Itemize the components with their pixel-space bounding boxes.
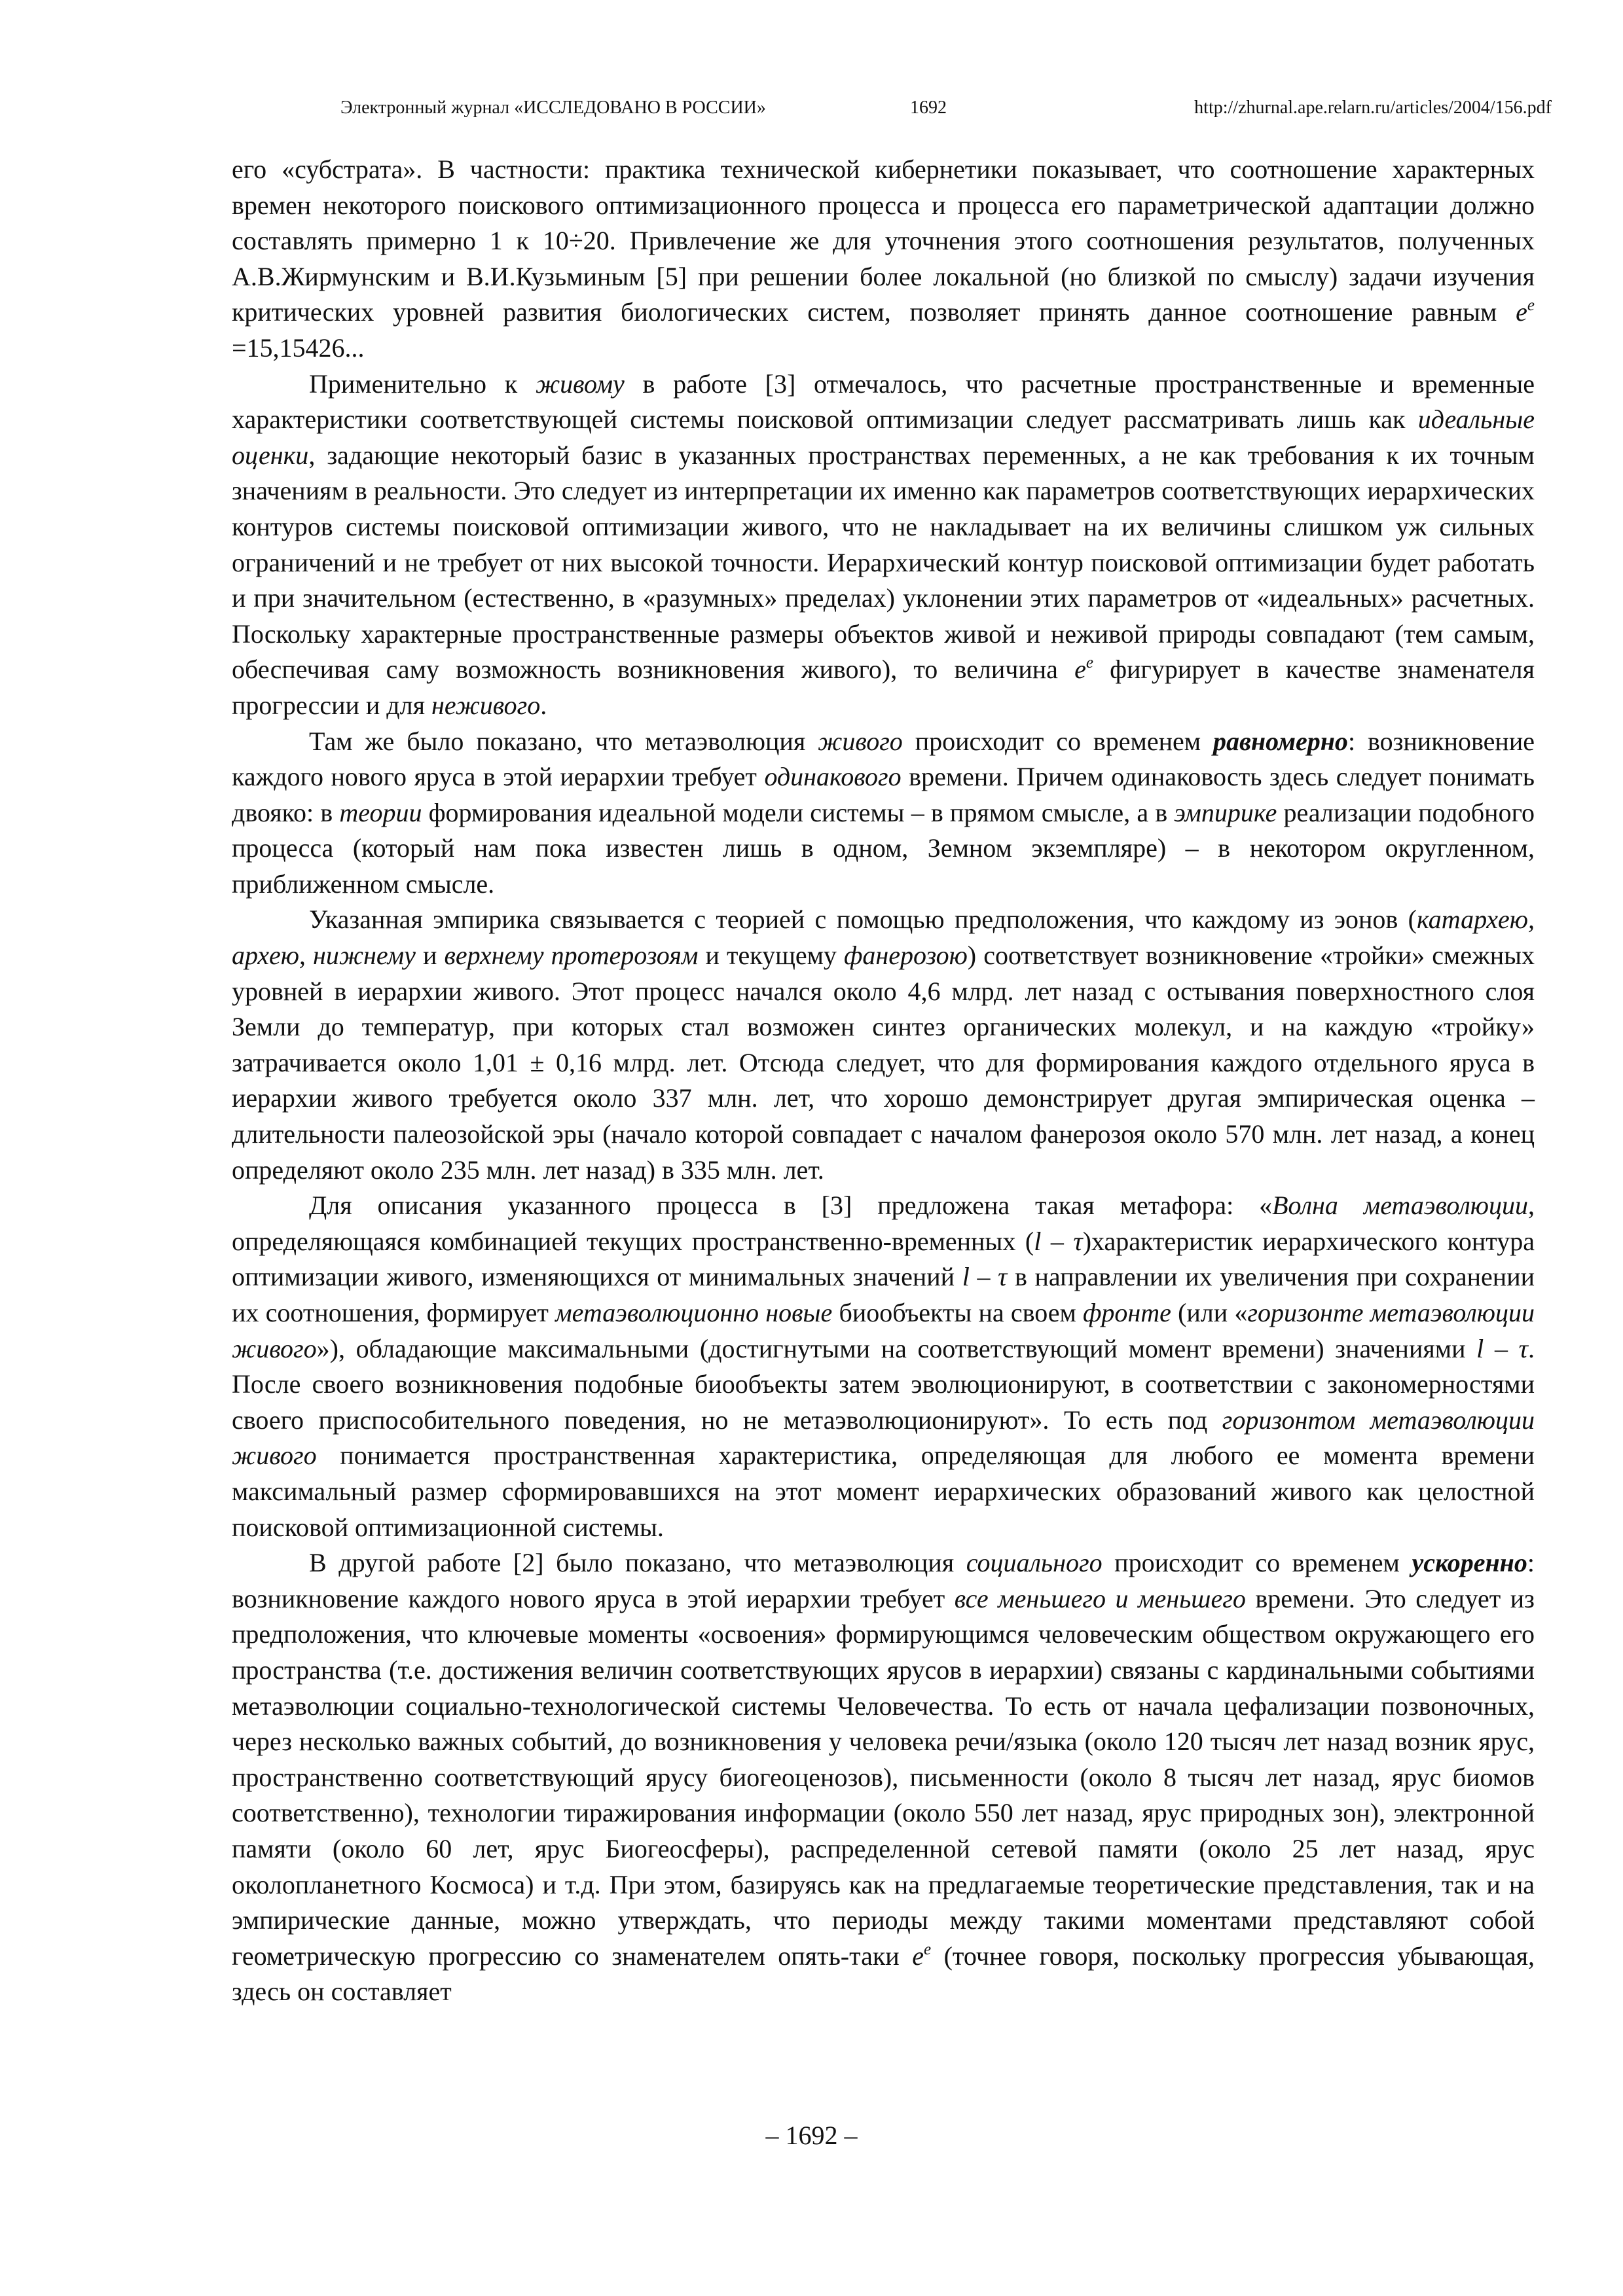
text-run: происходит со временем [902,726,1214,756]
italic-term: фанерозою [844,941,968,971]
bold-italic-term: ускоренно [1412,1548,1527,1578]
text-run: понимается пространственная характеристика, определяющая для любого ее момента времени максимальный размер сформировавшихся на этот момент иерархических образований живого как целостной поисковой оптимизационной системы. [232,1441,1535,1542]
text-run: )характеристик иерархического контура оптимизации живого, изменяющихся от минимальных значений [232,1226,1535,1292]
italic-term: горизонте метаэволюции живого [232,1298,1535,1363]
italic-term: живому [535,368,625,399]
math-symbol: l – τ [962,1262,1008,1292]
italic-term: горизонтом метаэволюции живого [232,1405,1535,1471]
paragraph [232,1545,1535,2010]
italic-term: верхнему протерозоям [444,941,699,971]
text-run: в направлении их увеличения при сохранении их соотношения, формирует [232,1262,1535,1327]
italic-term: живого [818,726,903,756]
journal-title: Электронный журнал «ИССЛЕДОВАНО В РОССИИ» [340,98,766,118]
math-superscript: e [923,1940,932,1958]
text-run: Там же было показано, что метаэволюция [309,726,818,756]
paragraph [232,1188,1535,1545]
math-symbol: l – τ [1476,1333,1528,1363]
italic-term: катархею, архею, нижнему [232,905,1535,971]
text-run: . После своего возникновения подобные биообъекты затем эволюционируют, в соответствии с закономерностями своего приспособительного поведения, но не метаэволюционируют». То есть под [232,1333,1535,1435]
text-run: , задающие некоторый базис в указанных пространствах переменных, а не как требования к их точным значениям в реальности. Это следует из интерпретации их именно как параметров соответствующих иерархических контуров системы поисковой оптимизации живого, что не накладывает на их величины слишком уж сильных ограничений и не требует от них высокой точности. Иерархический контур поисковой оптимизации будет работать и при значительном (естественно, в «разумных» пределах) уклонении этих параметров от «идеальных» расчетных. Поскольку характерные пространственные размеры объектов живой и неживой природы совпадают (тем самым, обеспечивая саму возможность возникновения живого), то величина [232,440,1535,685]
italic-term: социального [966,1548,1103,1578]
text-run: . [540,690,547,720]
text-run: и [415,941,445,971]
text-run: в работе [3] отмечалось, что расчетные пространственные и временные характеристики соответствующей системы поисковой оптимизации следует рассматривать лишь как [232,368,1535,435]
italic-term: все меньшего и меньшего [954,1583,1246,1613]
math-symbol: e [1074,655,1086,685]
text-run: Для описания указанного процесса в [3] предложена такая метафора: « [309,1191,1273,1221]
text-run: реализации подобного процесса (который нам пока известен лишь в одном, Земном экземпляре) – в некотором округленном, приближенном смысле. [232,797,1535,899]
text-run: фигурирует в качестве знаменателя прогрессии и для [232,655,1535,720]
text-run: : возникновение каждого нового яруса в этой иерархии требует [232,1548,1535,1613]
italic-term: эмпирике [1174,797,1277,827]
text-run: биообъекты на своем [832,1298,1083,1327]
paragraph [232,724,1535,903]
text-run: В другой работе [2] было показано, что метаэволюция [309,1548,966,1578]
page-header [340,93,1552,123]
text-run: времени. Причем одинаковость здесь следует понимать двояко: в [232,762,1535,827]
bold-italic-term: равномерно [1213,726,1348,756]
paragraph [232,367,1535,724]
paragraph [232,152,1535,367]
italic-term: неживого [431,690,541,720]
math-superscript: e [1085,654,1093,672]
text-run: и текущему [698,941,845,971]
footer-page-number: – 1692 – [765,2121,858,2150]
text-run: (или « [1171,1298,1248,1327]
text-run: =15,15426... [232,332,365,363]
italic-term: одинакового [764,762,902,792]
math-symbol: e [1516,297,1527,327]
math-symbol: e [912,1941,924,1971]
italic-term: теории [339,797,422,827]
text-run: ) соответствует возникновение «тройки» смежных уровней в иерархии живого. Этот процесс начался около 4,6 млрд. лет назад с остывания поверхностного слоя Земли до температур, при которых стал возможен синтез органических молекул, и на каждую «тройку» затрачивается около 1,01 ± 0,16 млрд. лет. Отсюда следует, что для формирования каждого отдельного яруса в иерархии живого требуется около 337 млн. лет, что хорошо демонстрирует другая эмпирическая оценка – длительности палеозойской эры (начало которой совпадает с началом фанерозоя около 570 млн. лет назад, а конец определяют около 235 млн. лет назад) в 335 млн. лет. [232,941,1535,1185]
article-url: http://zhurnal.ape.relarn.ru/articles/2004/156.pdf [1194,98,1552,118]
math-symbol: l – τ [1034,1226,1083,1256]
text-run: формирования идеальной модели системы – в прямом смысле, а в [422,797,1175,827]
italic-term: фронте [1082,1298,1171,1327]
text-run: его «субстрата». В частности: практика технической кибернетики показывает, что соотношение характерных времен некоторого поискового оптимизационного процесса и процесса его параметрической адаптации должно составлять примерно 1 к 10÷20. Привлечение же для уточнения этого соотношения результатов, полученных А.В.Жирмунским и В.И.Кузьминым [5] при решении более локальной (но близкой по смыслу) задачи изучения критических уровней развития биологических систем, позволяет принять данное соотношение равным [232,154,1535,327]
text-run: : возникновение каждого нового яруса в этой иерархии требует [232,726,1535,792]
text-run: происходит со временем [1102,1548,1412,1578]
text-run: Указанная эмпирика связывается с теорией с помощью предположения, что каждому из эонов ( [309,905,1417,935]
text-run: »), обладающие максимальными (достигнутыми на соответствующий момент времени) значениями [316,1333,1477,1363]
italic-term: метаэволюционно новые [555,1298,833,1327]
italic-term: идеальные оценки [232,404,1535,470]
text-run: Применительно к [309,368,536,399]
math-superscript: e [1527,296,1535,315]
text-run: времени. Это следует из предположения, что ключевые моменты «освоения» формирующимся человеческим обществом окружающего его пространства (т.е. достижения величин соответствующих ярусов в иерархии) связаны с кардинальными событиями метаэволюции социально-технологической системы Человечества. То есть от начала цефализации позвоночных, через несколько важных событий, до возникновения у человека речи/языка (около 120 тысяч лет назад возник ярус, пространственно соответствующий ярусу биогеоценозов), письменности (около 8 тысяч лет назад, ярус биомов соответственно), технологии тиражирования информации (около 550 лет назад, ярус природных зон), электронной памяти (около 60 лет, ярус Биогеосферы), распределенной сетевой памяти (около 25 лет назад, ярус околопланетного Космоса) и т.д. При этом, базируясь как на предлагаемые теоретические представления, так и на эмпирические данные, можно утверждать, что периоды между такими моментами представляют собой геометрическую прогрессию со знаменателем опять-таки [232,1583,1535,1971]
text-run: (точнее говоря, поскольку прогрессия убывающая, здесь он составляет [232,1941,1535,2007]
page-footer [0,2119,1623,2152]
text-run: , определяющаяся комбинацией текущих пространственно-временных ( [232,1191,1535,1256]
header-page-number: 1692 [910,98,947,118]
italic-term: Волна метаэволюции [1272,1191,1528,1221]
article-body [232,152,1535,2010]
paragraph [232,902,1535,1188]
